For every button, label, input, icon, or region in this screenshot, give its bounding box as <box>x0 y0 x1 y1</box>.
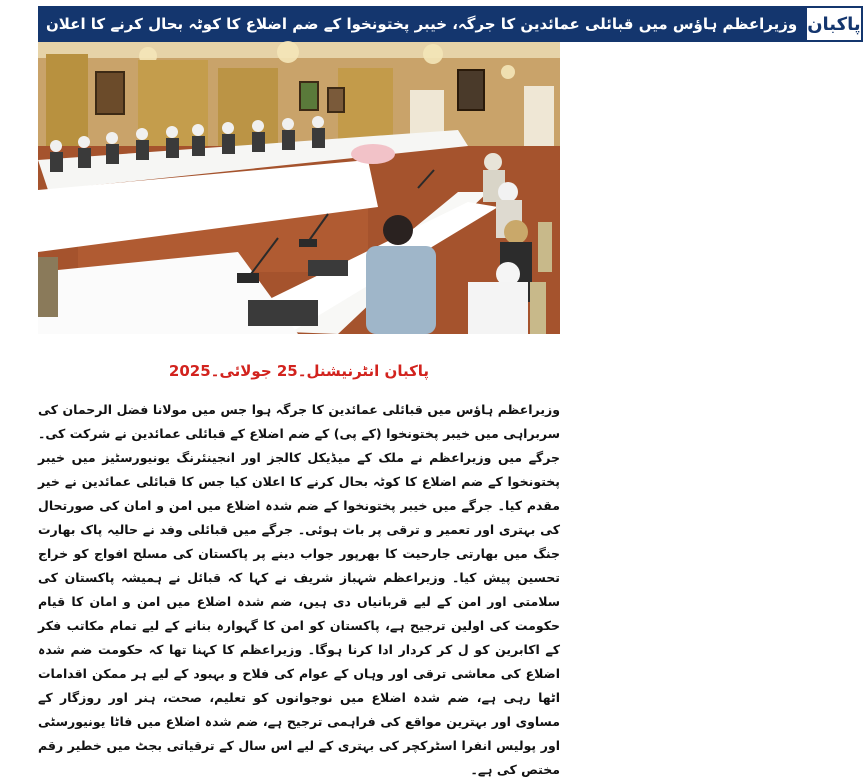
article-header <box>38 6 861 42</box>
article-body: وزیراعظم ہاؤس میں قبائلی عمائدین کا جرگہ ہوا جس میں مولانا فضل الرحمان کی سربراہی میں خیبر پختونخوا (کے پی) کے ضم اضلاع کے قبائلی عمائدین نے شرکت کی۔ جرگے میں وزیراعظم نے ملک کے میڈیکل کالجز اور انجینئرنگ یونیورسٹیز میں خیبر پختونخوا کے ضم اضلاع کا کوٹہ بحال کرنے کا اعلان کیا جس کا قبائلی عمائدین نے خیر مقدم کیا۔ جرگے میں خیبر پختونخوا کے ضم شدہ اضلاع میں امن و امان کی صورتحال کی بہتری اور تعمیر و ترقی پر بات ہوئی۔ جرگے میں قبائلی وفد نے حالیہ پاک بھارت جنگ میں بھارتی جارحیت کا بھرپور جواب دینے پر پاکستان کی مسلح افواج کو خراج تحسین پیش کیا۔ وزیراعظم شہباز شریف نے کہا کہ قبائل نے ہمیشہ پاکستان کی سلامتی اور امن کے لیے قربانیاں دی ہیں، ضم شدہ اضلاع میں امن و امان کا قیام حکومت کی اولین ترجیح ہے، پاکستان کو امن کا گہوارہ بنانے کے لیے تمام مکاتب فکر کے اکابرین کو ل کر کردار ادا کرنا ہوگا۔ وزیراعظم کا کہنا تھا کہ حکومت ضم شدہ اضلاع کی معاشی ترقی اور وہاں کے عوام کی فلاح و بہبود کے لیے ہر ممکن اقدامات اٹھا رہی ہے، ضم شدہ اضلاع میں نوجوانوں کو تعلیم، صحت، ہنر اور روزگار کے مساوی اور بہترین مواقع کی فراہمی ترجیح ہے، ضم شدہ اضلاع میں فاٹا یونیورسٹی اور پولیس انفرا اسٹرکچر کی بہتری کے لیے اس سال کے ترقیاتی بجٹ میں خطیر رقم مختص کی ہے۔ <box>38 402 560 777</box>
brand-logo: پاکبان <box>805 6 862 42</box>
headline: وزیراعظم ہاؤس میں قبائلی عمائدین کا جرگہ، خیبر پختونخوا کے ضم اضلاع کا کوٹہ بحال کرنے کا اعلان <box>38 6 805 42</box>
meeting-photo <box>38 42 560 334</box>
article-dateline: پاکبان انٹرنیشنل۔25 جولائی۔2025 <box>168 362 430 380</box>
